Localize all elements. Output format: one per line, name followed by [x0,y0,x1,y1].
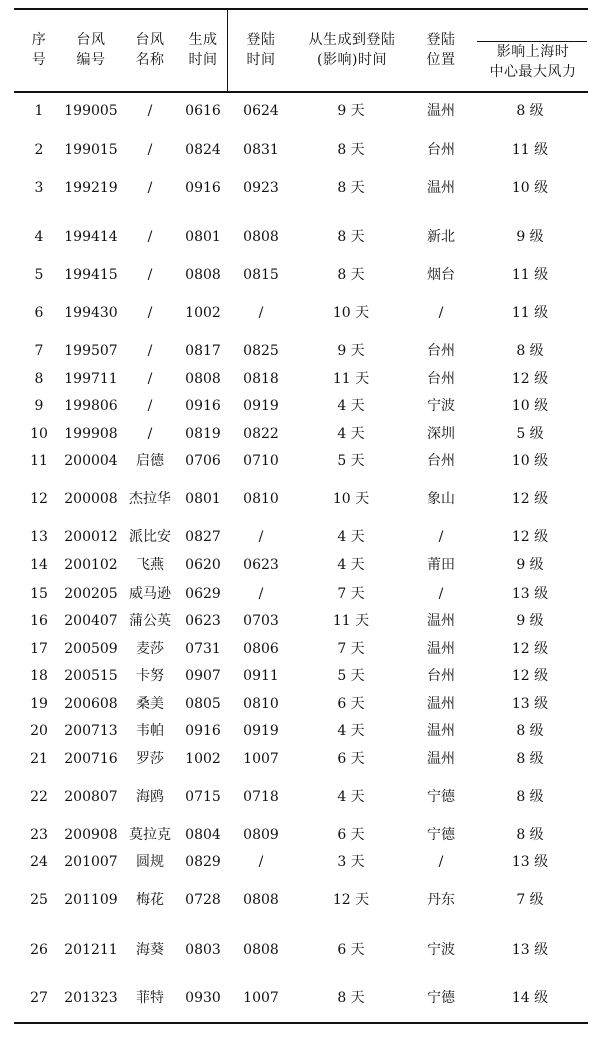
cell-landfall-location: 莆田 [427,557,455,573]
cell-duration: 12 天 [332,892,370,908]
cell-seq: 2 [34,142,44,158]
cell-typhoon-name: 麦莎 [136,641,164,657]
cell-typhoon-id: 199806 [64,398,118,414]
header-landfall-time-line2: 时间 [246,52,276,68]
cell-typhoon-id: 199908 [64,426,118,442]
header-landfall-time-line1: 登陆 [246,32,276,48]
cell-typhoon-name: / [147,305,153,321]
cell-landfall-location: 温州 [427,723,455,739]
cell-duration: 10 天 [332,491,370,507]
header-duration [296,30,408,70]
header-max-wind-line1: 影响上海时 [496,44,570,60]
cell-formed-time: 0706 [185,453,221,469]
header-max-wind [478,42,588,82]
cell-landfall-location: / [438,529,444,545]
cell-typhoon-id: 201211 [64,942,118,958]
cell-max-wind: 12 级 [511,641,549,657]
table-row [0,341,607,361]
cell-typhoon-id: 200608 [64,696,118,712]
header-typhoon-name-line1: 台风 [135,32,165,48]
cell-formed-time: 0907 [185,668,221,684]
cell-typhoon-name: 卡努 [136,668,164,684]
cell-landfall-time: / [258,586,264,602]
table-row [0,988,607,1008]
cell-seq: 15 [30,586,48,602]
cell-seq: 19 [30,696,48,712]
cell-seq: 6 [34,305,44,321]
cell-typhoon-name: 圆规 [136,854,164,870]
cell-landfall-time: / [258,305,264,321]
cell-landfall-time: 0825 [243,343,279,359]
cell-seq: 17 [30,641,48,657]
cell-landfall-time: 0718 [243,789,279,805]
cell-formed-time: 0805 [185,696,221,712]
cell-formed-time: 0916 [185,180,221,196]
cell-typhoon-id: 200008 [64,491,118,507]
table-row [0,140,607,160]
header-formed-time-line2: 时间 [188,52,218,68]
table-row [0,639,607,659]
cell-duration: 4 天 [337,557,365,573]
table-row [0,584,607,604]
cell-seq: 12 [30,491,48,507]
header-max-wind-line2: 中心最大风力 [489,64,577,80]
cell-seq: 20 [30,723,48,739]
cell-max-wind: 12 级 [511,668,549,684]
table-row [0,227,607,247]
cell-formed-time: 1002 [185,305,221,321]
cell-landfall-time: 0808 [243,229,279,245]
cell-landfall-time: 0624 [243,103,279,119]
cell-duration: 6 天 [337,751,365,767]
cell-typhoon-name: 莫拉克 [129,827,171,843]
cell-seq: 10 [30,426,48,442]
cell-duration: 9 天 [337,103,365,119]
cell-duration: 11 天 [332,371,370,387]
cell-duration: 5 天 [337,668,365,684]
cell-max-wind: 5 级 [516,426,544,442]
cell-landfall-location: 宁德 [427,990,455,1006]
cell-typhoon-id: 201109 [64,892,118,908]
header-landfall-location-line1: 登陆 [426,32,456,48]
cell-max-wind: 13 级 [511,942,549,958]
table-row [0,666,607,686]
table-row [0,424,607,444]
cell-seq: 13 [30,529,48,545]
cell-seq: 26 [30,942,48,958]
cell-formed-time: 0804 [185,827,221,843]
table-row [0,303,607,323]
cell-max-wind: 13 级 [511,586,549,602]
cell-duration: 7 天 [337,586,365,602]
cell-landfall-time: 0710 [243,453,279,469]
cell-seq: 5 [34,267,44,283]
table-row [0,749,607,769]
cell-typhoon-id: 199414 [64,229,118,245]
cell-max-wind: 12 级 [511,529,549,545]
header-typhoon-id-line2: 编号 [76,52,106,68]
cell-max-wind: 7 级 [516,892,544,908]
cell-landfall-time: 0809 [243,827,279,843]
cell-max-wind: 10 级 [511,453,549,469]
cell-typhoon-id: 199005 [64,103,118,119]
cell-typhoon-id: 199507 [64,343,118,359]
cell-duration: 4 天 [337,426,365,442]
table-row [0,721,607,741]
cell-max-wind: 8 级 [516,103,544,119]
cell-duration: 11 天 [332,613,370,629]
cell-formed-time: 0916 [185,723,221,739]
table-row [0,787,607,807]
cell-landfall-location: / [438,586,444,602]
cell-max-wind: 13 级 [511,854,549,870]
cell-duration: 3 天 [337,854,365,870]
cell-formed-time: 0916 [185,398,221,414]
cell-max-wind: 12 级 [511,491,549,507]
cell-seq: 14 [30,557,48,573]
cell-formed-time: 0731 [185,641,221,657]
header-typhoon-name-line2: 名称 [135,52,165,68]
cell-duration: 7 天 [337,641,365,657]
table-row [0,852,607,872]
cell-landfall-location: 温州 [427,641,455,657]
header-typhoon-id [58,30,124,70]
cell-max-wind: 10 级 [511,398,549,414]
cell-landfall-time: 0815 [243,267,279,283]
table-row [0,940,607,960]
cell-typhoon-id: 200004 [64,453,118,469]
cell-formed-time: 0616 [185,103,221,119]
table-row [0,101,607,121]
header-landfall-location-line2: 位置 [426,52,456,68]
cell-typhoon-name: 韦帕 [136,723,164,739]
cell-duration: 10 天 [332,305,370,321]
cell-landfall-location: 宁德 [427,827,455,843]
cell-seq: 27 [30,990,48,1006]
cell-seq: 8 [34,371,44,387]
cell-landfall-location: 新北 [427,229,455,245]
cell-landfall-time: / [258,529,264,545]
cell-landfall-location: 宁德 [427,789,455,805]
cell-formed-time: 0803 [185,942,221,958]
cell-typhoon-id: 200012 [64,529,118,545]
cell-landfall-location: 温州 [427,696,455,712]
cell-typhoon-name: 梅花 [136,892,164,908]
cell-typhoon-name: / [147,371,153,387]
cell-seq: 1 [34,103,44,119]
cell-formed-time: 0629 [185,586,221,602]
cell-seq: 3 [34,180,44,196]
cell-duration: 8 天 [337,180,365,196]
cell-formed-time: 0930 [185,990,221,1006]
table-row [0,451,607,471]
cell-seq: 23 [30,827,48,843]
cell-landfall-location: 台州 [427,343,455,359]
table-row [0,825,607,845]
cell-duration: 4 天 [337,529,365,545]
cell-typhoon-name: / [147,142,153,158]
cell-formed-time: 0728 [185,892,221,908]
cell-max-wind: 8 级 [516,751,544,767]
cell-typhoon-name: 桑美 [136,696,164,712]
cell-landfall-location: 宁波 [427,398,455,414]
cell-max-wind: 9 级 [516,557,544,573]
cell-seq: 11 [30,453,48,469]
cell-max-wind: 9 级 [516,613,544,629]
cell-landfall-location: / [438,305,444,321]
table-top-rule [14,8,588,10]
cell-typhoon-name: 启德 [136,453,164,469]
table-row [0,555,607,575]
cell-seq: 16 [30,613,48,629]
table-row [0,369,607,389]
header-typhoon-id-line1: 台风 [76,32,106,48]
cell-typhoon-name: 杰拉华 [129,491,171,507]
header-duration-line1: 从生成到登陆 [308,32,396,48]
cell-typhoon-id: 200807 [64,789,118,805]
cell-formed-time: 0817 [185,343,221,359]
cell-landfall-time: 1007 [243,990,279,1006]
cell-typhoon-id: 200716 [64,751,118,767]
cell-formed-time: 0801 [185,491,221,507]
cell-typhoon-name: 海葵 [136,942,164,958]
table-row [0,694,607,714]
cell-typhoon-id: 200908 [64,827,118,843]
cell-max-wind: 8 级 [516,723,544,739]
cell-landfall-location: 台州 [427,668,455,684]
cell-seq: 4 [34,229,44,245]
cell-max-wind: 12 级 [511,371,549,387]
cell-max-wind: 11 级 [511,267,549,283]
cell-typhoon-id: 199415 [64,267,118,283]
cell-typhoon-name: / [147,398,153,414]
cell-landfall-time: 0806 [243,641,279,657]
cell-seq: 18 [30,668,48,684]
cell-landfall-time: 0703 [243,613,279,629]
table-row [0,396,607,416]
cell-landfall-time: 0623 [243,557,279,573]
cell-typhoon-name: 威马逊 [129,586,171,602]
cell-formed-time: 0808 [185,267,221,283]
cell-max-wind: 11 级 [511,142,549,158]
cell-formed-time: 0620 [185,557,221,573]
cell-formed-time: 0824 [185,142,221,158]
cell-seq: 24 [30,854,48,870]
cell-typhoon-id: 201323 [64,990,118,1006]
cell-typhoon-name: / [147,426,153,442]
cell-landfall-location: 温州 [427,103,455,119]
cell-landfall-time: 1007 [243,751,279,767]
table-row [0,178,607,198]
cell-seq: 22 [30,789,48,805]
cell-max-wind: 8 级 [516,343,544,359]
cell-typhoon-id: 200407 [64,613,118,629]
cell-typhoon-id: 200205 [64,586,118,602]
cell-formed-time: 0819 [185,426,221,442]
cell-landfall-time: 0911 [243,668,279,684]
header-formed-time-line1: 生成 [188,32,218,48]
cell-max-wind: 14 级 [511,990,549,1006]
cell-duration: 4 天 [337,398,365,414]
cell-duration: 8 天 [337,267,365,283]
cell-landfall-location: 象山 [427,491,455,507]
header-seq-line1: 序 [31,32,47,48]
header-formed-time [178,30,228,70]
cell-duration: 6 天 [337,827,365,843]
cell-seq: 21 [30,751,48,767]
cell-typhoon-name: / [147,267,153,283]
cell-typhoon-id: 199015 [64,142,118,158]
cell-landfall-time: 0831 [243,142,279,158]
header-seq [22,30,56,70]
cell-landfall-location: 宁波 [427,942,455,958]
table-bottom-rule [14,1022,588,1024]
cell-max-wind: 13 级 [511,696,549,712]
cell-seq: 7 [34,343,44,359]
cell-typhoon-name: 海鸥 [136,789,164,805]
cell-landfall-location: 温州 [427,751,455,767]
cell-formed-time: 0715 [185,789,221,805]
cell-typhoon-id: 199430 [64,305,118,321]
table-row [0,611,607,631]
cell-landfall-time: 0808 [243,892,279,908]
cell-landfall-location: 台州 [427,371,455,387]
cell-landfall-time: / [258,854,264,870]
cell-landfall-location: 温州 [427,180,455,196]
cell-typhoon-id: 200713 [64,723,118,739]
cell-duration: 4 天 [337,789,365,805]
cell-max-wind: 11 级 [511,305,549,321]
table-row [0,890,607,910]
cell-typhoon-name: / [147,180,153,196]
cell-formed-time: 0829 [185,854,221,870]
cell-typhoon-id: 201007 [64,854,118,870]
cell-duration: 4 天 [337,723,365,739]
cell-landfall-location: 温州 [427,613,455,629]
cell-max-wind: 9 级 [516,229,544,245]
cell-typhoon-id: 200509 [64,641,118,657]
cell-typhoon-name: 飞燕 [136,557,164,573]
cell-typhoon-name: / [147,343,153,359]
header-landfall-location [410,30,472,70]
cell-landfall-time: 0923 [243,180,279,196]
cell-landfall-time: 0822 [243,426,279,442]
cell-formed-time: 0827 [185,529,221,545]
cell-formed-time: 0801 [185,229,221,245]
cell-max-wind: 8 级 [516,827,544,843]
cell-typhoon-name: 罗莎 [136,751,164,767]
cell-landfall-time: 0818 [243,371,279,387]
cell-landfall-location: / [438,854,444,870]
cell-typhoon-name: 菲特 [136,990,164,1006]
cell-formed-time: 0808 [185,371,221,387]
cell-typhoon-id: 200102 [64,557,118,573]
cell-duration: 6 天 [337,696,365,712]
table-row [0,527,607,547]
cell-landfall-time: 0810 [243,696,279,712]
cell-seq: 9 [34,398,44,414]
cell-landfall-location: 深圳 [427,426,455,442]
cell-landfall-location: 台州 [427,142,455,158]
cell-duration: 8 天 [337,229,365,245]
cell-landfall-location: 台州 [427,453,455,469]
cell-typhoon-name: 派比安 [129,529,171,545]
table-row [0,489,607,509]
cell-landfall-time: 0808 [243,942,279,958]
cell-typhoon-name: / [147,103,153,119]
cell-seq: 25 [30,892,48,908]
cell-duration: 6 天 [337,942,365,958]
cell-typhoon-id: 199219 [64,180,118,196]
cell-duration: 8 天 [337,142,365,158]
cell-formed-time: 0623 [185,613,221,629]
cell-duration: 8 天 [337,990,365,1006]
table-row [0,265,607,285]
cell-typhoon-id: 200515 [64,668,118,684]
cell-duration: 5 天 [337,453,365,469]
cell-landfall-time: 0919 [243,723,279,739]
cell-duration: 9 天 [337,343,365,359]
cell-max-wind: 8 级 [516,789,544,805]
cell-landfall-location: 丹东 [427,892,455,908]
header-seq-line2: 号 [31,52,47,68]
cell-formed-time: 1002 [185,751,221,767]
header-duration-line2: (影响)时间 [317,52,387,68]
cell-landfall-time: 0919 [243,398,279,414]
cell-typhoon-id: 199711 [64,371,118,387]
header-bottom-rule [14,91,588,93]
cell-typhoon-name: / [147,229,153,245]
cell-max-wind: 10 级 [511,180,549,196]
cell-landfall-location: 烟台 [427,267,455,283]
header-landfall-time [236,30,286,70]
header-typhoon-name [124,30,176,70]
cell-landfall-time: 0810 [243,491,279,507]
cell-typhoon-name: 蒲公英 [129,613,171,629]
